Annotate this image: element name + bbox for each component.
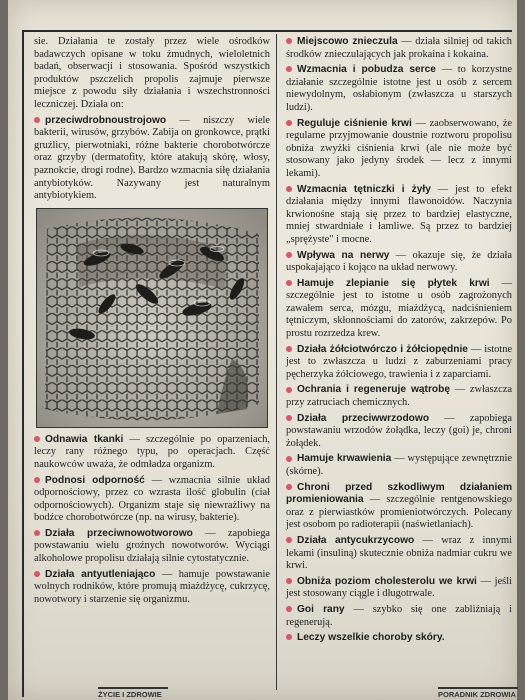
list-item: [286, 344, 512, 382]
list-item: [286, 604, 512, 629]
item-heading: Reguluje ciśnienie krwi: [297, 117, 412, 129]
item-text: — wzmacnia silnie układ odpornościowy, przez co wzrasta ilość globulin (ciał odpornościowych). Organizm staje się niewrażliwy na bodźce chorobotwórcze (np. na wirusy, bakterie).: [34, 474, 270, 524]
list-item: [286, 184, 512, 247]
bullet-icon: [286, 606, 292, 612]
list-item: [34, 475, 270, 525]
magazine-page: [8, 0, 517, 700]
bullet-icon: [34, 571, 40, 577]
list-item: [286, 118, 512, 181]
list-item: [286, 384, 512, 409]
bullet-icon: [286, 346, 292, 352]
honeycomb-bees-illustration: [36, 208, 268, 428]
item-text: — zwłaszcza przy zatruciach chemicznych.: [286, 384, 512, 409]
item-heading: Działa przeciwnowotworowo: [45, 527, 193, 539]
bullet-icon: [286, 537, 292, 543]
item-text: — szczególnie rentgenowskiego oraz z pierwiastków promieniotwórczych. Polecany jest osobom po radioterapii (naświetlaniach).: [286, 494, 512, 531]
intro-paragraph: sie. Działania te zostały przez wiele ośrodków badawczych opisane w toku żmudnych, wieloletnich badań, obserwacji i stosowania. Spośród wszystkich produktów pszczelich propolis zajmuje pierwsze miejsce z powodu siły działania i wszechstronności leczniczej. Działa on:: [34, 36, 270, 110]
bullet-icon: [286, 634, 292, 640]
bullet-icon: [286, 280, 292, 286]
item-text: — działa silniej od takich środków znieczulających jak prokaina i kokaina.: [286, 36, 512, 60]
item-heading: Hamuje krwawienia: [297, 453, 392, 465]
item-heading: Goi rany: [297, 603, 345, 615]
item-heading: Działa żółciotwórczo i żółciopędnie: [297, 343, 468, 355]
footer-right-label: PORADNIK ZDROWIA: [438, 687, 518, 700]
item-heading: Obniża poziom cholesterolu we krwi: [297, 575, 477, 587]
item-text: — szczególnie jest to istotne u osób zagrożonych zawałem serca, mózgu, miażdżycą, nadciśnieniem tętniczym, skłonnościami do zatorów, zakrzepów. Po prostu rozrzedza krew.: [286, 277, 513, 340]
list-item: [286, 413, 512, 451]
list-item: [286, 278, 512, 341]
bullet-icon: [286, 578, 292, 584]
bullet-icon: [286, 387, 292, 393]
bullet-icon: [286, 38, 292, 44]
item-text: — hamuje powstawanie wolnych rodników, które promują miażdżycę, cukrzycę, nowotwory i starzenie się organizmu.: [34, 568, 271, 605]
bullet-icon: [286, 186, 292, 192]
list-item: [286, 482, 512, 532]
item-heading: Działa antyutleniająco: [45, 568, 156, 580]
bullet-icon: [34, 530, 40, 536]
item-heading: Wzmacnia i pobudza serce: [297, 64, 436, 76]
list-item: [34, 434, 270, 472]
item-heading: Działa przeciwwrzodowo: [297, 412, 430, 424]
item-text: — istotne jest to zwłaszcza u ludzi z zaburzeniami pracy pęcherzyka żółciowego, trawienia i z zaparciami.: [286, 343, 512, 380]
item-heading: Chroni przed szkodliwym działaniem promieniowania: [286, 481, 512, 506]
item-heading: Działa antycukrzycowo: [297, 534, 415, 546]
list-item: [34, 569, 270, 607]
list-item: [34, 528, 270, 566]
item-text: — niszczy wiele bakterii, wirusów, grzybów. Zabija on gronkowce, prątki gruźlicy, pierwotniaki, różne bakterie chorobotwórcze oraz grzyby (dermatofity, które atakują skórę, włosy, paznokcie, drogi rodne). Bardzo wzmacnia siłę działania antybiotyków. Nazywany jest naturalnym antybiotykiem.: [34, 114, 270, 202]
item-heading: Wzmacnia tętniczki i żyły: [297, 183, 431, 195]
item-heading: Miejscowo znieczula: [297, 36, 398, 47]
item-text: — okazuje się, że działa uspokajająco i kojąco na układ nerwowy.: [286, 249, 513, 274]
item-heading: przeciwdrobnoustrojowo: [45, 114, 167, 126]
item-text: — szybko się one zabliźniają i regenerują.: [286, 603, 513, 628]
column-divider: [276, 34, 277, 690]
list-item: [34, 115, 270, 203]
list-item: [286, 250, 512, 275]
bullet-icon: [286, 120, 292, 126]
bullet-icon: [286, 66, 292, 72]
item-text: — to korzystne działanie szczególnie istotne jest u osób z sercem niewydolnym, osłabionym (zwłaszcza u starszych ludzi).: [286, 64, 512, 113]
right-column: [286, 36, 512, 648]
bullet-icon: [34, 436, 40, 442]
item-text: — zapobiega powstawaniu wielu groźnych nowotworów. Wyciągi alkoholowe propolisu działają silnie cytostatycznie.: [34, 527, 271, 565]
item-heading: Odnawia tkanki: [45, 433, 124, 445]
left-column: [34, 36, 270, 609]
item-text: — występujące zewnętrznie (skórne).: [286, 453, 512, 477]
bullet-icon: [34, 477, 40, 483]
item-text: — wraz z innymi lekami (insuliną) skutecznie obniża nadmiar cukru we krwi.: [286, 534, 512, 572]
bullet-icon: [286, 252, 292, 258]
list-item: [286, 453, 512, 478]
item-heading: Ochrania i regeneruje wątrobę: [297, 384, 451, 396]
item-text: — jeśli jest stosowany ciągle i długotrwale.: [286, 575, 512, 600]
bullet-icon: [286, 415, 292, 421]
list-item: [286, 535, 512, 573]
item-heading: Wpływa na nerwy: [297, 249, 390, 261]
list-item: [286, 576, 512, 601]
item-heading: Podnosi odporność: [45, 474, 145, 486]
item-heading: Hamuje zlepianie się płytek krwi: [297, 277, 490, 289]
list-item: [286, 64, 512, 114]
footer-left-label: ŻYCIE I ZDROWIE: [98, 687, 168, 700]
bullet-icon: [34, 117, 40, 123]
list-item: [286, 36, 512, 61]
list-item: [286, 632, 512, 645]
bullet-icon: [286, 484, 292, 490]
item-heading: Leczy wszelkie choroby skóry.: [297, 632, 445, 644]
item-text: — szczególnie po oparzeniach, leczy rany różnego typu, po operacjach. Część naukowców uważa, że odmładza organizm.: [34, 433, 271, 470]
bullet-icon: [286, 456, 292, 462]
item-text: — zaobserwowano, że regularne przyjmowanie doustnie roztworu propolisu obniża zwyżki ciśnienia krwi (ale nie może być stosowany jako jedyny środek — lecz z innymi lekami).: [286, 117, 512, 179]
item-text: — jest to efekt działania między innymi flawonoidów. Naczynia krwionośne stają się przez to bardziej elastyczne, mniej stwardniałe i łamliwe. Są przez to bardziej „sprężyste" i mocne.: [286, 183, 512, 245]
item-text: — zapobiega powstawaniu wrzodów żołądka, leczy (goi) je, chroni żołądek.: [286, 412, 512, 449]
